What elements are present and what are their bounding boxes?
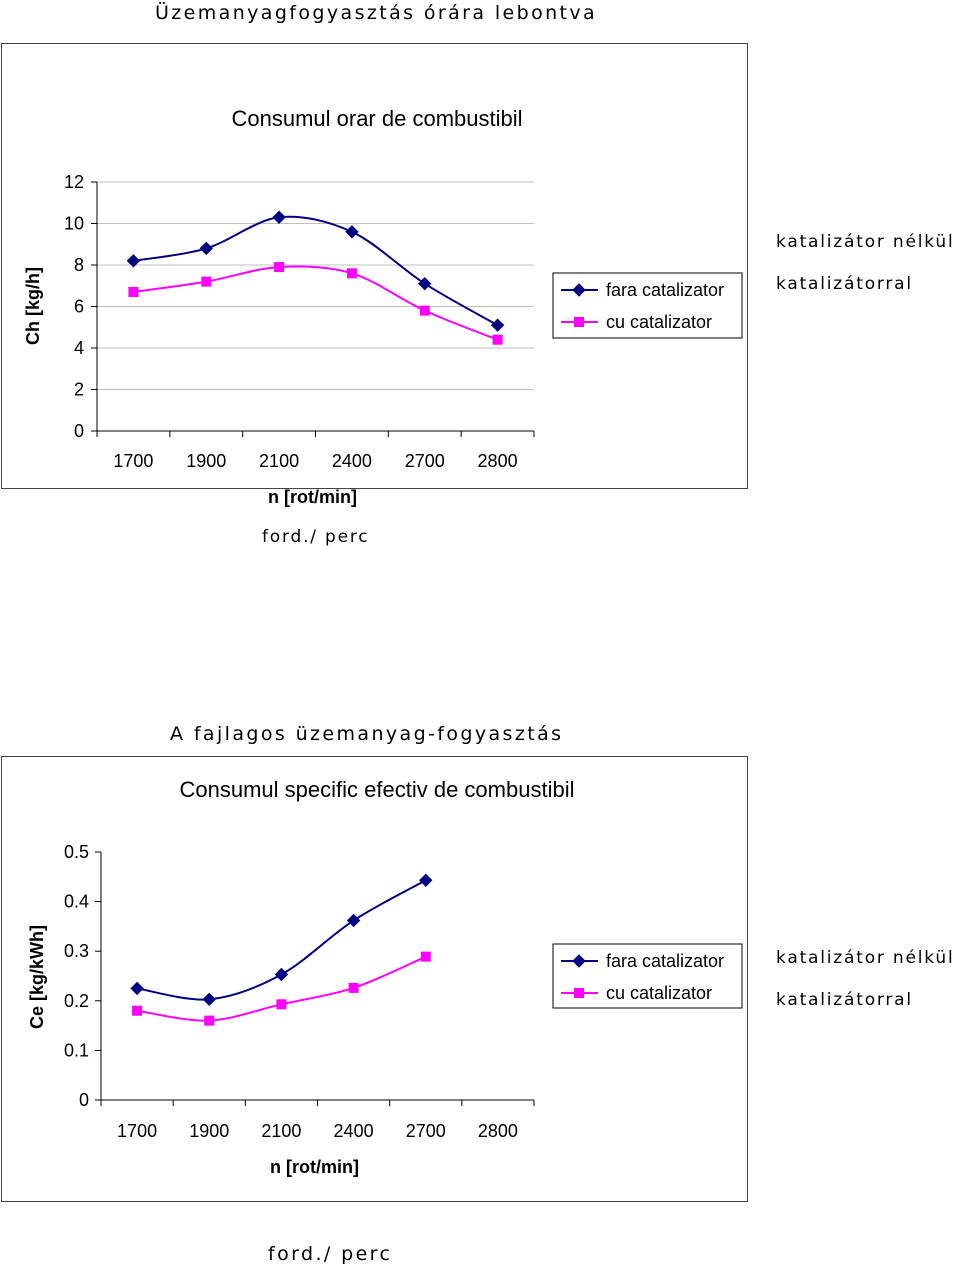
x-axis-label: n [rot/min] [270, 1157, 359, 1177]
y-tick-label: 0.5 [63, 842, 89, 862]
data-point [201, 277, 211, 287]
y-tick-label: 2 [73, 379, 84, 400]
x-axis-label: n [rot/min] [268, 487, 357, 507]
y-tick-label: 0 [78, 1090, 89, 1110]
x-tick-label: 1900 [189, 1121, 230, 1141]
data-point [346, 226, 358, 238]
y-tick-label: 0.1 [63, 1040, 89, 1061]
y-axis-label: Ch [kg/h] [23, 267, 43, 345]
legend-label: cu catalizator [606, 983, 713, 1003]
x-tick-label: 2400 [333, 1121, 374, 1141]
y-tick-label: 0.3 [63, 941, 89, 962]
x-tick-label: 2100 [259, 451, 300, 471]
data-point [349, 983, 359, 993]
x-tick-label: 1900 [186, 451, 227, 471]
data-point [273, 211, 285, 223]
y-tick-label: 0 [73, 421, 84, 441]
data-point [204, 1016, 214, 1026]
chart-1-frame [1, 43, 748, 507]
data-point [276, 999, 286, 1009]
series-line [137, 880, 426, 999]
data-point [128, 287, 138, 297]
side-label-with-catalyst-1: katalizátorral [776, 274, 913, 294]
chart-2-svg [2, 757, 747, 1201]
legend-marker [574, 988, 584, 998]
data-point [131, 982, 143, 994]
y-tick-label: 6 [73, 296, 84, 317]
y-tick-label: 10 [63, 213, 84, 234]
data-point [420, 874, 432, 886]
y-tick-label: 12 [63, 172, 84, 192]
mid-heading: A fajlagos üzemanyag-fogyasztás [170, 723, 564, 745]
y-tick-label: 8 [73, 255, 84, 275]
rpm-label-1: ford./ perc [262, 527, 370, 547]
x-tick-label: 2800 [477, 451, 518, 471]
top-heading: Üzemanyagfogyasztás órára lebontva [155, 2, 598, 24]
y-axis-label: Ce [kg/kWh] [27, 924, 47, 1030]
legend-label: fara catalizator [606, 280, 725, 300]
y-tick-label: 4 [73, 338, 84, 358]
chart-title: Consumul orar de combustibil [231, 106, 523, 131]
data-point [203, 993, 215, 1005]
data-point [421, 952, 431, 962]
chart-2-frame [1, 756, 748, 1202]
y-tick-label: 0.2 [63, 990, 89, 1011]
data-point [420, 306, 430, 316]
chart-title: Consumul specific efectiv de combustibil [179, 777, 575, 802]
series-cu-catalizator [128, 262, 502, 345]
series-line [133, 266, 497, 339]
data-point [274, 262, 284, 272]
side-label-no-catalyst-1: katalizátor nélkül [776, 232, 955, 252]
x-tick-label: 2100 [261, 1121, 302, 1141]
data-point [492, 319, 504, 331]
legend-label: cu catalizator [606, 312, 713, 332]
x-tick-label: 2800 [477, 1121, 518, 1141]
series-line [137, 957, 426, 1021]
x-tick-label: 2700 [405, 1121, 446, 1141]
data-point [347, 268, 357, 278]
data-point [275, 969, 287, 981]
data-point [348, 914, 360, 926]
series-fara-catalizator [127, 211, 503, 331]
legend-label: fara catalizator [606, 951, 725, 971]
x-tick-label: 2400 [331, 451, 372, 471]
data-point [200, 242, 212, 254]
chart-1-svg [2, 44, 747, 507]
series-cu-catalizator [132, 952, 431, 1026]
series-line [133, 217, 497, 326]
x-tick-label: 2700 [404, 451, 445, 471]
y-tick-label: 0.4 [63, 891, 89, 912]
x-tick-label: 1700 [113, 451, 154, 471]
data-point [419, 278, 431, 290]
series-fara-catalizator [131, 874, 432, 1005]
side-label-no-catalyst-2: katalizátor nélkül [776, 948, 955, 968]
rpm-label-2: ford./ perc [268, 1243, 393, 1265]
x-tick-label: 1700 [117, 1121, 158, 1141]
legend-marker [574, 317, 584, 327]
data-point [493, 335, 503, 345]
data-point [132, 1006, 142, 1016]
side-label-with-catalyst-2: katalizátorral [776, 990, 913, 1010]
